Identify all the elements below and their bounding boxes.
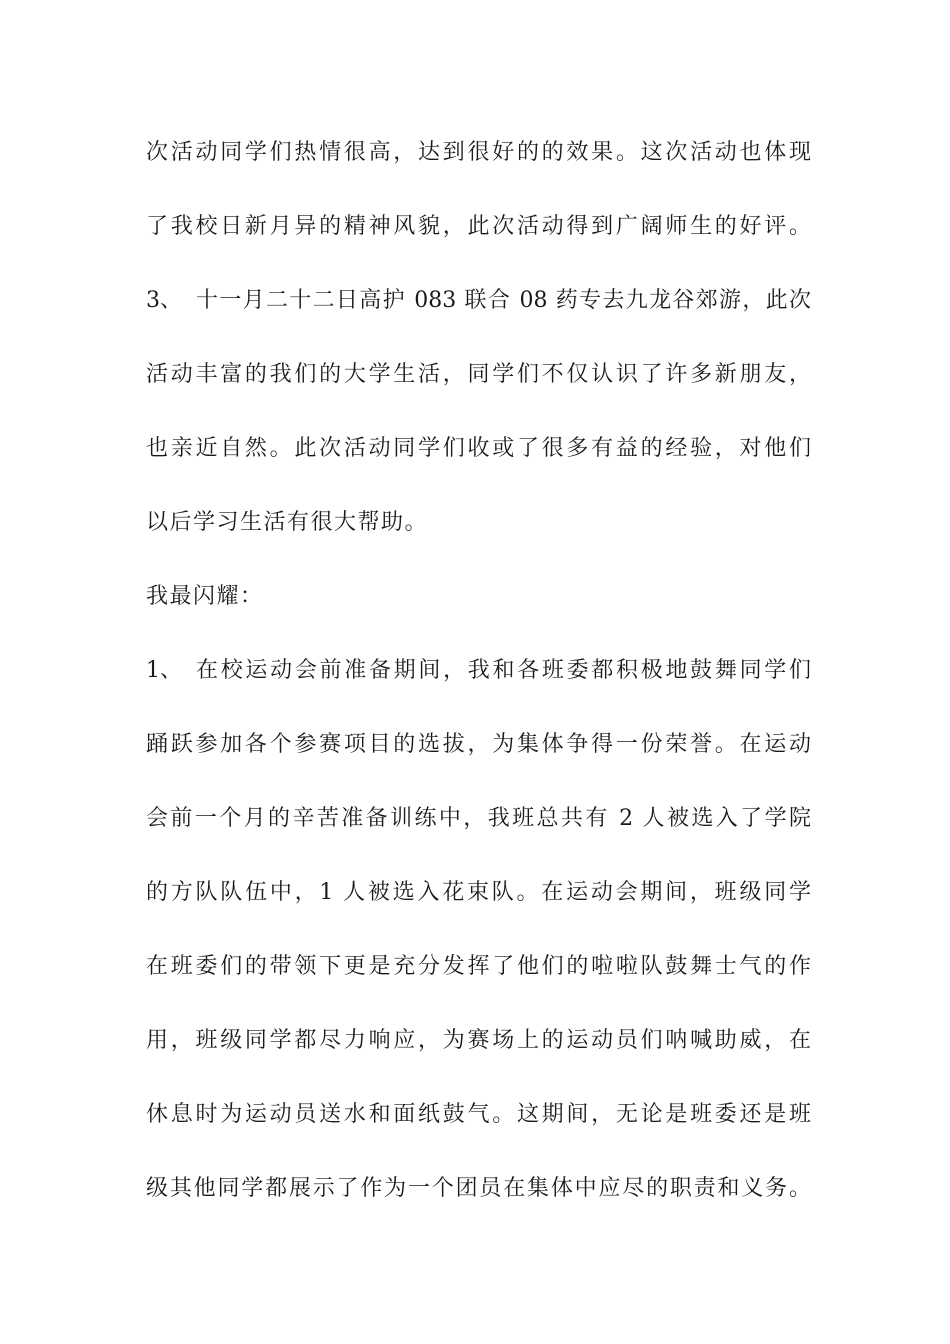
list-item-number: 3、 <box>146 288 182 313</box>
paragraph-line: 用，班级同学都尽力响应，为赛场上的运动员们呐喊助威，在 <box>146 1028 811 1053</box>
paragraph-line: 休息时为运动员送水和面纸鼓气。这期间，无论是班委还是班 <box>146 1102 811 1127</box>
list-item-1 <box>146 656 811 686</box>
paragraph-line: 次活动同学们热情很高，达到很好的的效果。这次活动也体现 <box>146 140 811 165</box>
list-item-text: 十一月二十二日高护 083 联合 08 药专去九龙谷郊游，此次 <box>196 288 811 313</box>
list-item-3 <box>146 286 811 316</box>
paragraph-line: 踊跃参加各个参赛项目的选拔，为集体争得一份荣誉。在运动 <box>146 732 811 757</box>
list-item-number: 1、 <box>146 658 182 683</box>
paragraph-line: 会前一个月的辛苦准备训练中，我班总共有 2 人被选入了学院 <box>146 806 811 831</box>
paragraph-line: 级其他同学都展示了作为一个团员在集体中应尽的职责和义务。 <box>146 1176 811 1201</box>
paragraph-line: 以后学习生活有很大帮助。 <box>146 510 429 535</box>
paragraph-line: 在班委们的带领下更是充分发挥了他们的啦啦队鼓舞士气的作 <box>146 954 811 979</box>
paragraph-line: 也亲近自然。此次活动同学们收或了很多有益的经验，对他们 <box>146 436 811 461</box>
section-heading: 我最闪耀： <box>146 584 264 609</box>
list-item-text: 在校运动会前准备期间，我和各班委都积极地鼓舞同学们 <box>196 658 811 683</box>
paragraph-line: 活动丰富的我们的大学生活，同学们不仅认识了许多新朋友， <box>146 362 811 387</box>
paragraph-line: 的方队队伍中，1 人被选入花束队。在运动会期间，班级同学 <box>146 880 811 905</box>
paragraph-line: 了我校日新月异的精神风貌，此次活动得到广阔师生的好评。 <box>146 214 811 239</box>
